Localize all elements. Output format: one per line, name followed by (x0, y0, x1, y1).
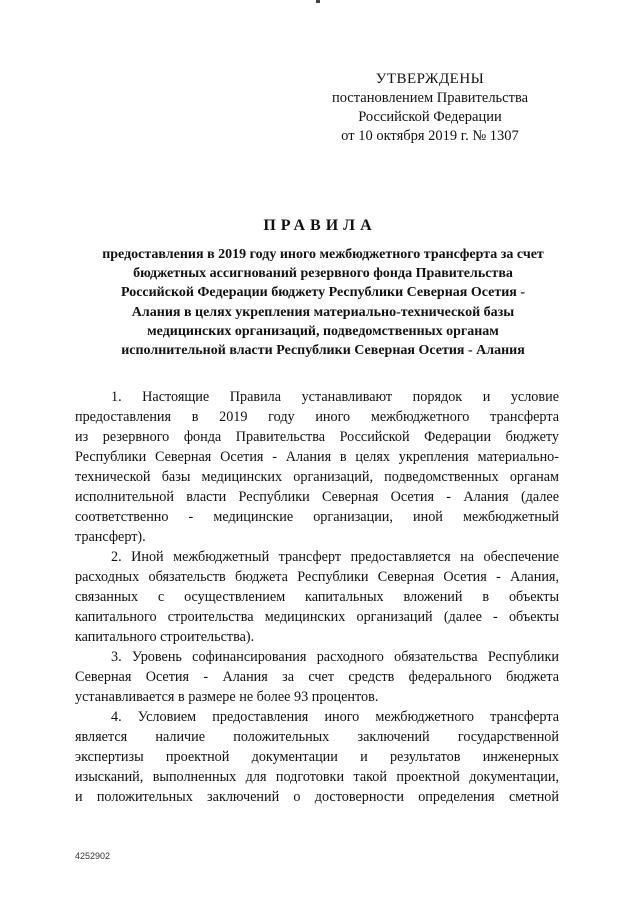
approval-line-1: постановлением Правительства (331, 90, 529, 106)
subtitle-line: Российской Федерации бюджету Республики Северная Осетия - (120, 285, 526, 301)
body-line: 1. Настоящие Правила устанавливают порядок и условие (111, 389, 559, 405)
body-line: экспертизы проектной документации и результатов инженерных (75, 749, 559, 765)
subtitle-line: Алания в целях укрепления материально-технической базы (131, 304, 515, 320)
document-id: 4252902 (75, 851, 111, 861)
body-line: технической базы медицинских организаций, подведомственных органам (75, 469, 559, 485)
body-line: из резервного фонда Правительства Российской Федерации бюджету (75, 429, 559, 445)
paragraph-1 (75, 387, 559, 547)
body-line: 4. Условием предоставления иного межбюджетного трансферта (111, 709, 559, 725)
paragraph-3 (75, 647, 559, 707)
body-line: является наличие положительных заключений государственной (75, 729, 559, 745)
body-line: и положительных заключений о достоверности определения сметной (75, 789, 559, 805)
body-line: связанных с осуществлением капитальных вложений в объекты (75, 589, 559, 605)
body-line: Северная Осетия - Алания за счет средств федерального бюджета (75, 669, 559, 685)
subtitle-line: бюджетных ассигнований резервного фонда Правительства (133, 266, 513, 282)
approval-label: УТВЕРЖДЕНЫ (375, 71, 485, 87)
page-top-mark (316, 0, 320, 3)
subtitle-line: предоставления в 2019 году иного межбюджетного трансферта за счет (102, 247, 544, 262)
document-title: ПРАВИЛА (263, 217, 377, 234)
body-line: капитального строительства медицинских организаций (далее - объекты (75, 609, 559, 625)
paragraph-2 (75, 547, 559, 647)
body-line: исполнительной власти Республики Северная Осетия - Алания (далее (75, 489, 559, 505)
approval-line-3: от 10 октября 2019 г. № 1307 (341, 128, 519, 144)
body-line: устанавливается в размере не более 93 процентов. (75, 689, 379, 705)
subtitle-line: медицинских организаций, подведомственных органам (147, 323, 499, 339)
body-line: предоставления в 2019 году иного межбюджетного трансферта (75, 409, 559, 425)
body-line: изысканий, выполненных для подготовки такой проектной документации, (75, 769, 559, 785)
document-subtitle (78, 245, 568, 360)
body-line: трансферт). (75, 529, 146, 545)
approval-block (300, 70, 560, 146)
approval-line-2: Российской Федерации (358, 109, 502, 125)
body-line: соответственно - медицинские организации, иной межбюджетный (75, 509, 559, 525)
body-line: Республики Северная Осетия - Алания в целях укрепления материально- (75, 449, 559, 465)
body-line: 3. Уровень софинансирования расходного обязательства Республики (111, 649, 559, 665)
paragraph-4 (75, 707, 559, 807)
document-body (75, 387, 559, 807)
body-line: капитального строительства). (75, 629, 255, 645)
subtitle-line: исполнительной власти Республики Северная Осетия - Алания (121, 343, 525, 359)
body-line: расходных обязательств бюджета Республики Северная Осетия - Алания, (75, 569, 559, 585)
body-line: 2. Иной межбюджетный трансферт предоставляется на обеспечение (111, 549, 559, 565)
